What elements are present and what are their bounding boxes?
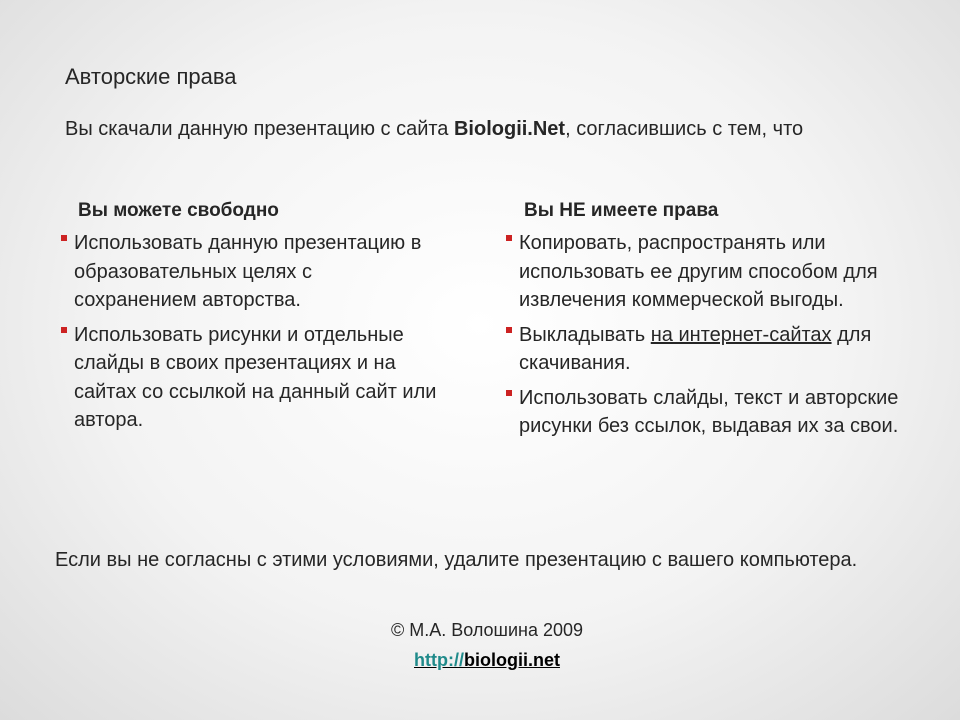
intro-after: , согласившись с тем, что xyxy=(565,118,804,140)
allowed-item xyxy=(60,321,440,435)
forbidden-item-text-after: для скачивания. xyxy=(519,323,872,374)
allowed-heading: Вы можете свободно xyxy=(78,200,279,221)
intro-before: Вы скачали данную презентацию с сайта xyxy=(65,118,454,140)
forbidden-item xyxy=(505,384,905,441)
site-link-protocol[interactable]: http:// xyxy=(414,650,464,670)
forbidden-item-text: Копировать, распространять или использовать ее другим способом для извлечения коммерческой выгоды. xyxy=(519,232,878,311)
bullet-icon xyxy=(506,390,512,396)
allowed-column xyxy=(60,198,440,441)
forbidden-heading: Вы НЕ имеете права xyxy=(524,200,719,221)
copyright-line xyxy=(0,620,960,641)
forbidden-column xyxy=(505,198,905,447)
forbidden-item-text-before: Выкладывать xyxy=(519,323,651,346)
allowed-item xyxy=(60,229,440,315)
forbidden-item xyxy=(505,321,905,378)
bullet-icon xyxy=(61,327,67,333)
forbidden-item xyxy=(505,229,905,315)
intro-text xyxy=(65,115,865,143)
allowed-item-text: Использовать рисунки и отдельные слайды в своих презентациях и на сайтах со ссылкой на данный сайт или автора. xyxy=(74,323,437,431)
slide-title: Авторские права xyxy=(65,64,237,89)
bullet-icon xyxy=(506,235,512,241)
bullet-icon xyxy=(506,327,512,333)
copyright-text: © М.А. Волошина 2009 xyxy=(390,620,584,640)
outro-text: Если вы не согласны с этими условиями, удалите презентацию с вашего компьютера. xyxy=(55,549,858,571)
site-link[interactable] xyxy=(414,650,560,670)
site-link-line xyxy=(0,650,960,671)
site-link-domain[interactable]: biologii.net xyxy=(463,650,560,670)
bullet-icon xyxy=(61,235,67,241)
allowed-item-text: Использовать данную презентацию в образовательных целях с сохранением авторства. xyxy=(74,232,422,311)
internet-sites-link[interactable]: на интернет-сайтах xyxy=(650,323,832,346)
forbidden-item-text: Использовать слайды, текст и авторские рисунки без ссылок, выдавая их за свои. xyxy=(519,386,899,437)
intro-site-name: Biologii.Net xyxy=(453,118,566,140)
